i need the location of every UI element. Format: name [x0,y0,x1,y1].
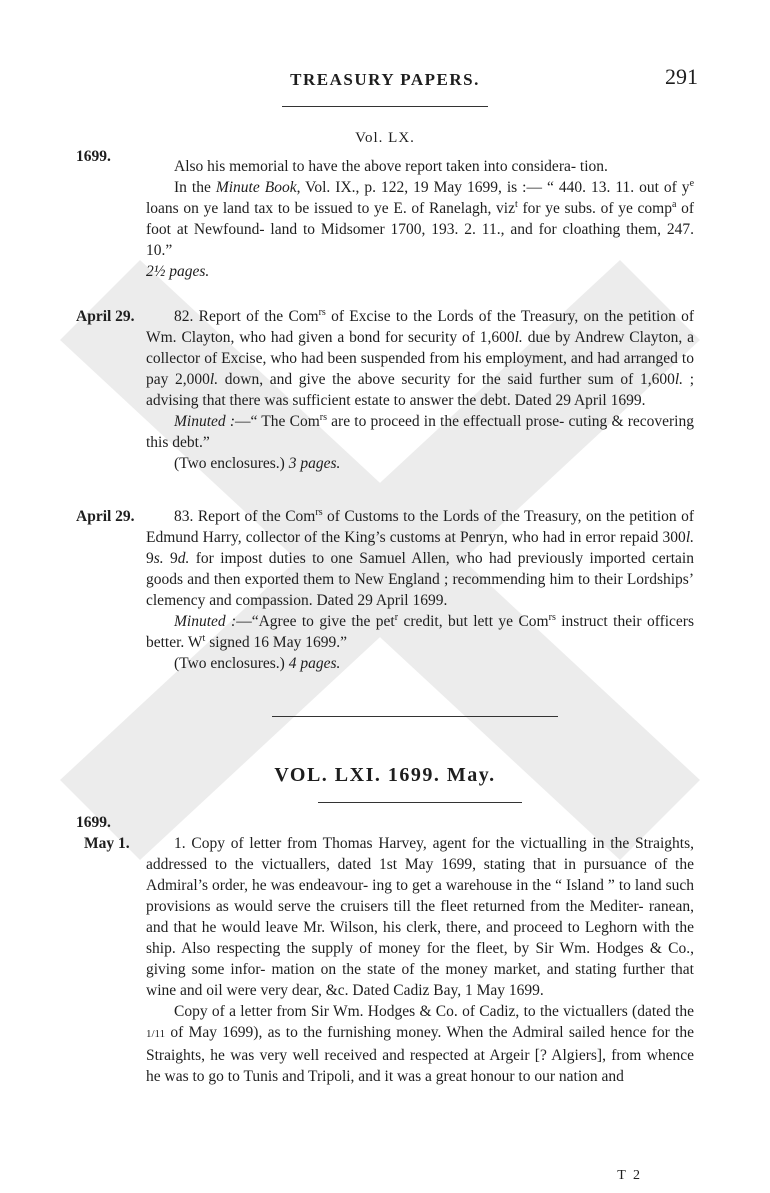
minute-book-note: In the Minute Book, Vol. IX., p. 122, 19 May 1699, is :— “ 440. 13. 11. out of $y^e$ loans on ye land tax to be issued to ye E. of Ranelagh, viz$^t$ for ye subs. of ye comp$^a$ of foot at Newfound- land to Midsomer 1700, 193. 2. 11., and for cloathing them, 247. 10.” [146,177,695,259]
entry-83-minuted: Minuted :—“Agree to give the pet$^r$ credit, but lett ye Com$^{rs}$ instruct their officers better. $W^t$ signed 16 May 1699.” [146,611,695,651]
entry-82-enclosures: (Two enclosures.) 3 pages. [174,455,341,472]
memorial-pages: 2½ pages. [146,263,210,280]
signature-mark: T 2 [617,1168,642,1183]
margin-year: 1699. [76,148,111,165]
running-title: TREASURY PAPERS. [290,70,480,89]
entry-1-text: 1. Copy of letter from Thomas Harvey, agent for the victualling in the Straights, addressed to the victuallers, dated 1st May 1699, stating that in pursuance of the Admiral’s order, he was endeavour- ing to get a warehouse in the “ Island ” to land such provisions as would serve the cruisers till the fleet returned from the Mediter- ranean, and that he would leave Mr. Wilson, his clerk, there, and proceed to Leghorn with the ship. Also respecting the supply of money for the fleet, by Sir Wm. Hodges & Co., giving some infor- mation on the state of the money market, and stating further that wine and oil were very dear, &c. Dated Cadiz Bay, 1 May 1699. [146,835,694,999]
entry-82-minuted: Minuted :—“ The Com$^{rs}$ are to proceed in the effectuall prose- cuting & recovering this debt.” [146,411,694,451]
volume-heading-lxi: VOL. LXI. 1699. May. [274,764,496,786]
entry-82-text: 82. Report of the Com$^{rs}$ of Excise to the Lords of the Treasury, on the petition of Wm. Clayton, who had given a bond for security of 1,600l. due by Andrew Clayton, a collector of Excise, who had been suspended from his employment, and had arranged to pay 2,000l. down, and give the above security for the said further sum of 1,600l. ; advising that there was sufficient estate to answer the debt. Dated 29 April 1699. [146,306,694,409]
entry-82 [146,306,694,474]
entry-1-copy-letter: Copy of a letter from Sir Wm. Hodges & Co. of Cadiz, to the victuallers (dated the 1/11 of May 1699), as to the furnishing money. When the Admiral sailed hence for the Straights, he was very well received and respected at Argeir [? Algiers], from whence he was to go to Tunis and Tripoli, and it was a great honour to our nation and [146,1003,694,1085]
entry-memorial [146,156,694,282]
header-rule [282,106,488,107]
section-divider [272,716,558,717]
margin-date-83: April 29. [76,508,135,525]
volume-heading-lx: Vol. LX. [355,130,415,146]
entry-83-text: 83. Report of the Com$^{rs}$ of Customs to the Lords of the Treasury, on the petition of Edmund Harry, collector of the King’s customs at Penryn, who had in error repaid 300l. 9s. 9d. for impost duties to one Samuel Allen, who had previously imported certain goods and then exported them to New England ; recommending him to their Lordships’ clemency and compassion. Dated 29 April 1699. [146,506,694,609]
page-number: 291 [665,64,698,89]
margin-year-2: 1699. [76,814,111,831]
entry-83-enclosures: (Two enclosures.) 4 pages. [174,655,341,672]
margin-date-82: April 29. [76,308,135,325]
entry-1 [146,833,694,1087]
memorial-text: Also his memorial to have the above report taken into considera- tion. [174,158,608,175]
volume-heading-rule [318,802,522,803]
entry-83 [146,506,694,674]
margin-date-1: May 1. [84,835,130,852]
